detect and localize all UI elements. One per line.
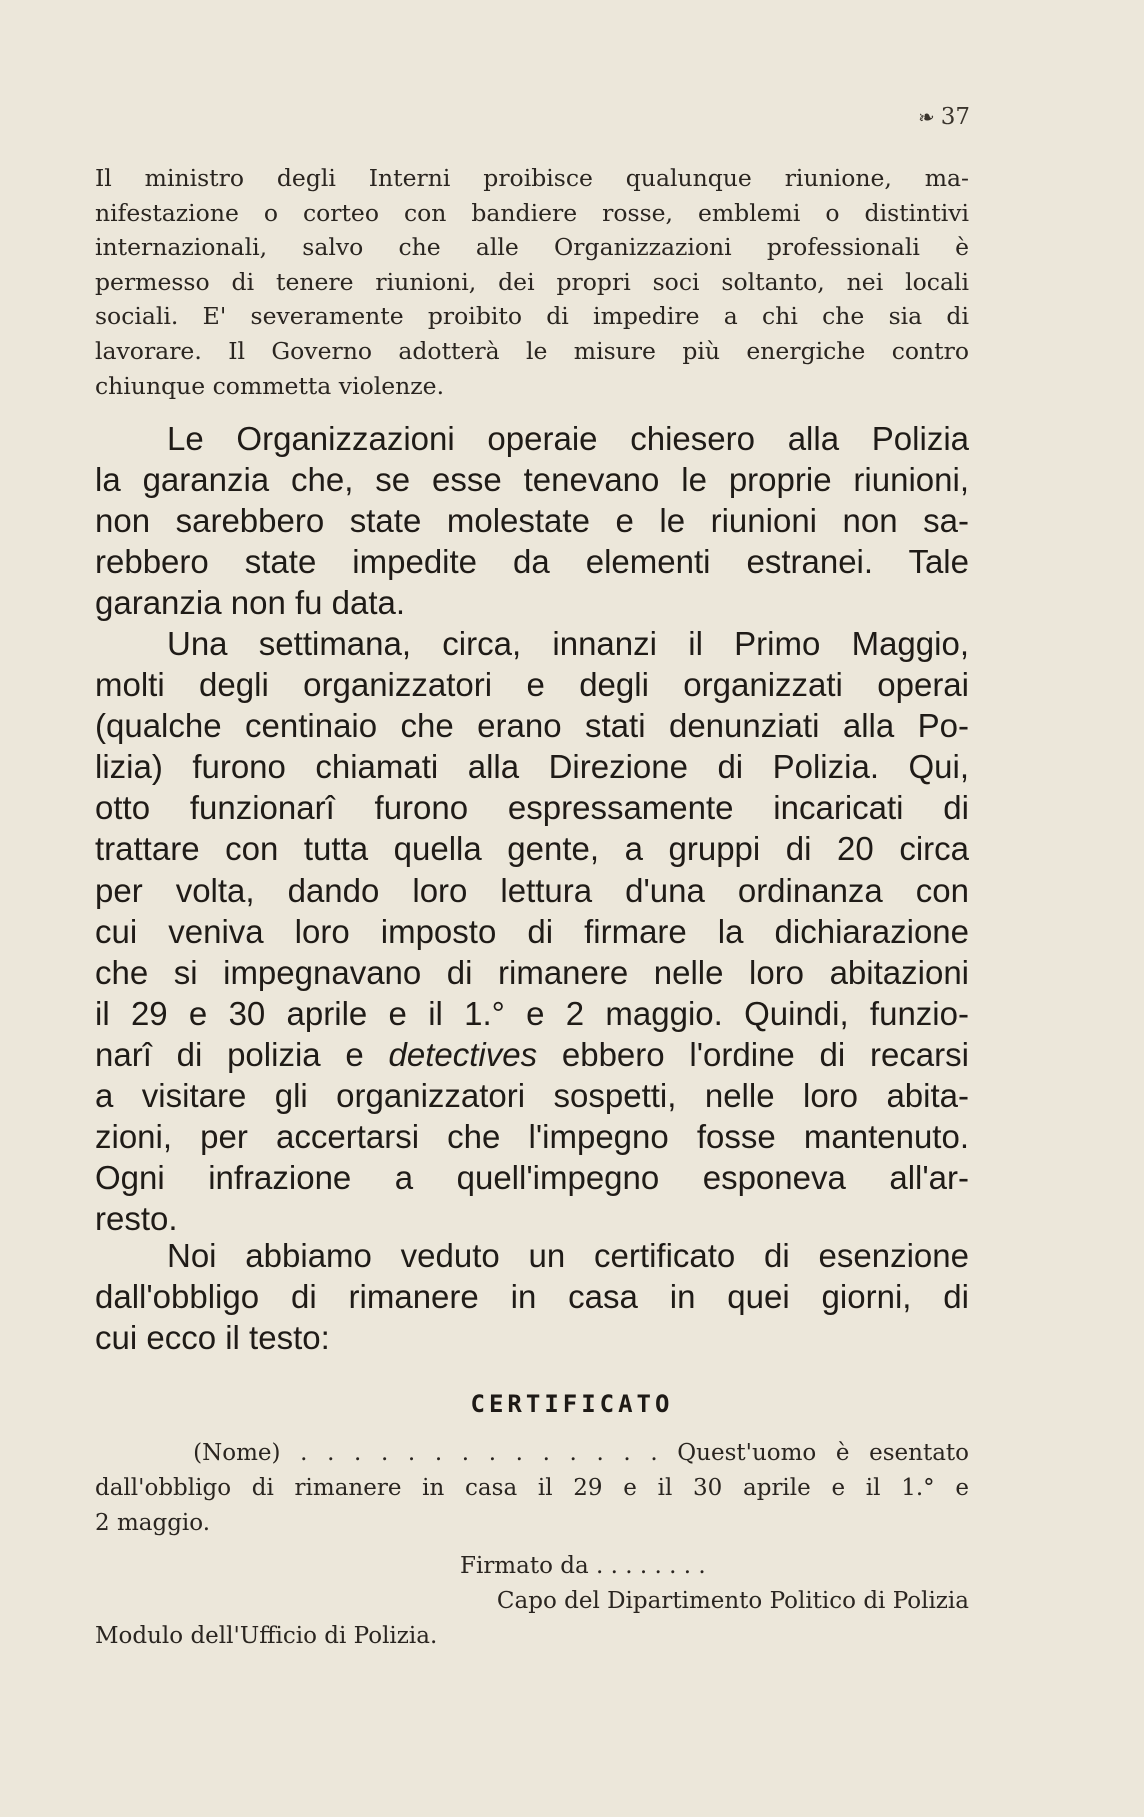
text-line: permesso di tenere riunioni, dei propri soci soltanto, nei locali	[95, 267, 969, 296]
certificate-name-line	[95, 1436, 969, 1471]
text-line: non sarebbero state molestate e le riunioni non sa-	[95, 502, 969, 540]
text-line: Una settimana, circa, innanzi il Primo Maggio,	[167, 625, 969, 662]
text-line: il 29 e 30 aprile e il 1.° e 2 maggio. Quindi, funzio-	[95, 994, 969, 1032]
paragraph-police-directorate	[95, 623, 969, 1239]
text-line: otto funzionarî furono espressamente incaricati di	[95, 789, 969, 827]
ministry-notice	[95, 161, 969, 403]
page-number: 37	[940, 104, 970, 130]
text-line: dall'obbligo di rimanere in casa in quei giorni, di	[95, 1278, 969, 1316]
certificate-exemption: Quest'uomo è esentato	[677, 1440, 970, 1466]
text-line: Noi abbiamo veduto un certificato di esenzione	[167, 1237, 969, 1274]
text-line: internazionali, salvo che alle Organizzazioni professionali è	[95, 233, 969, 262]
certificate-signature-line	[95, 1549, 969, 1584]
leaf-ornament-icon: ❧	[916, 103, 937, 131]
certificate-line: 2 maggio.	[95, 1510, 211, 1536]
text-line: lavorare. Il Governo adotterà le misure più energiche contro	[95, 336, 969, 365]
text-line: Le Organizzazioni operaie chiesero alla Polizia	[167, 420, 969, 457]
italic-term: detectives	[388, 1035, 538, 1073]
certificate-line: dall'obbligo di rimanere in casa il 29 e il 30 aprile e il 1.° e	[95, 1475, 969, 1501]
certificate-title: CERTIFICATO	[470, 1390, 674, 1418]
paragraph-organizations	[95, 418, 969, 623]
text-line: Il ministro degli Interni proibisce qualunque riunione, ma-	[95, 164, 969, 192]
text-line: zioni, per accertarsi che l'impegno fosse mantenuto.	[95, 1118, 969, 1156]
text-line: la garanzia che, se esse tenevano le proprie riunioni,	[95, 461, 969, 499]
text-line	[95, 1034, 969, 1075]
certificate-issuer: Capo del Dipartimento Politico di Polizia	[496, 1588, 969, 1614]
certificate-name-field: (Nome)	[193, 1440, 281, 1466]
signed-label: Firmato da	[460, 1553, 589, 1579]
dotted-leader: . . . . . . . . . . . . . .	[300, 1440, 658, 1466]
text-line: a visitare gli organizzatori sospetti, nelle loro abita-	[95, 1077, 969, 1115]
dotted-leader: . . . . . . . .	[595, 1553, 706, 1579]
text-line: sociali. E' severamente proibito di impedire a chi che sia di	[95, 302, 969, 331]
text-line: trattare con tutta quella gente, a gruppi di 20 circa	[95, 830, 969, 868]
text-line: cui veniva loro imposto di firmare la dichiarazione	[95, 912, 969, 950]
text-segment: ebbero l'ordine di recarsi	[537, 1035, 969, 1073]
text-segment: narî di polizia e	[95, 1035, 389, 1073]
paragraph-certificate-intro	[95, 1235, 969, 1358]
text-line: nifestazione o corteo con bandiere rosse, emblemi o distintivi	[95, 198, 969, 227]
text-line: (qualche centinaio che erano stati denunziati alla Po-	[95, 707, 969, 745]
text-line: rebbero state impedite da elementi estranei. Tale	[95, 543, 969, 581]
text-line: garanzia non fu data.	[95, 584, 406, 622]
text-line: resto.	[95, 1200, 178, 1238]
text-line: che si impegnavano di rimanere nelle loro abitazioni	[95, 953, 969, 991]
text-line: molti degli organizzatori e degli organizzati operai	[95, 666, 969, 704]
certificate-body	[95, 1436, 969, 1654]
text-line: cui ecco il testo:	[95, 1319, 330, 1357]
page-header	[918, 104, 970, 130]
text-line: Ogni infrazione a quell'impegno esponeva all'ar-	[95, 1159, 969, 1197]
text-line: chiunque commetta violenze.	[95, 371, 445, 400]
text-line: per volta, dando loro lettura d'una ordinanza con	[95, 871, 969, 909]
certificate-form-note: Modulo dell'Ufficio di Polizia.	[95, 1623, 438, 1649]
text-line: lizia) furono chiamati alla Direzione di Polizia. Qui,	[95, 748, 969, 786]
